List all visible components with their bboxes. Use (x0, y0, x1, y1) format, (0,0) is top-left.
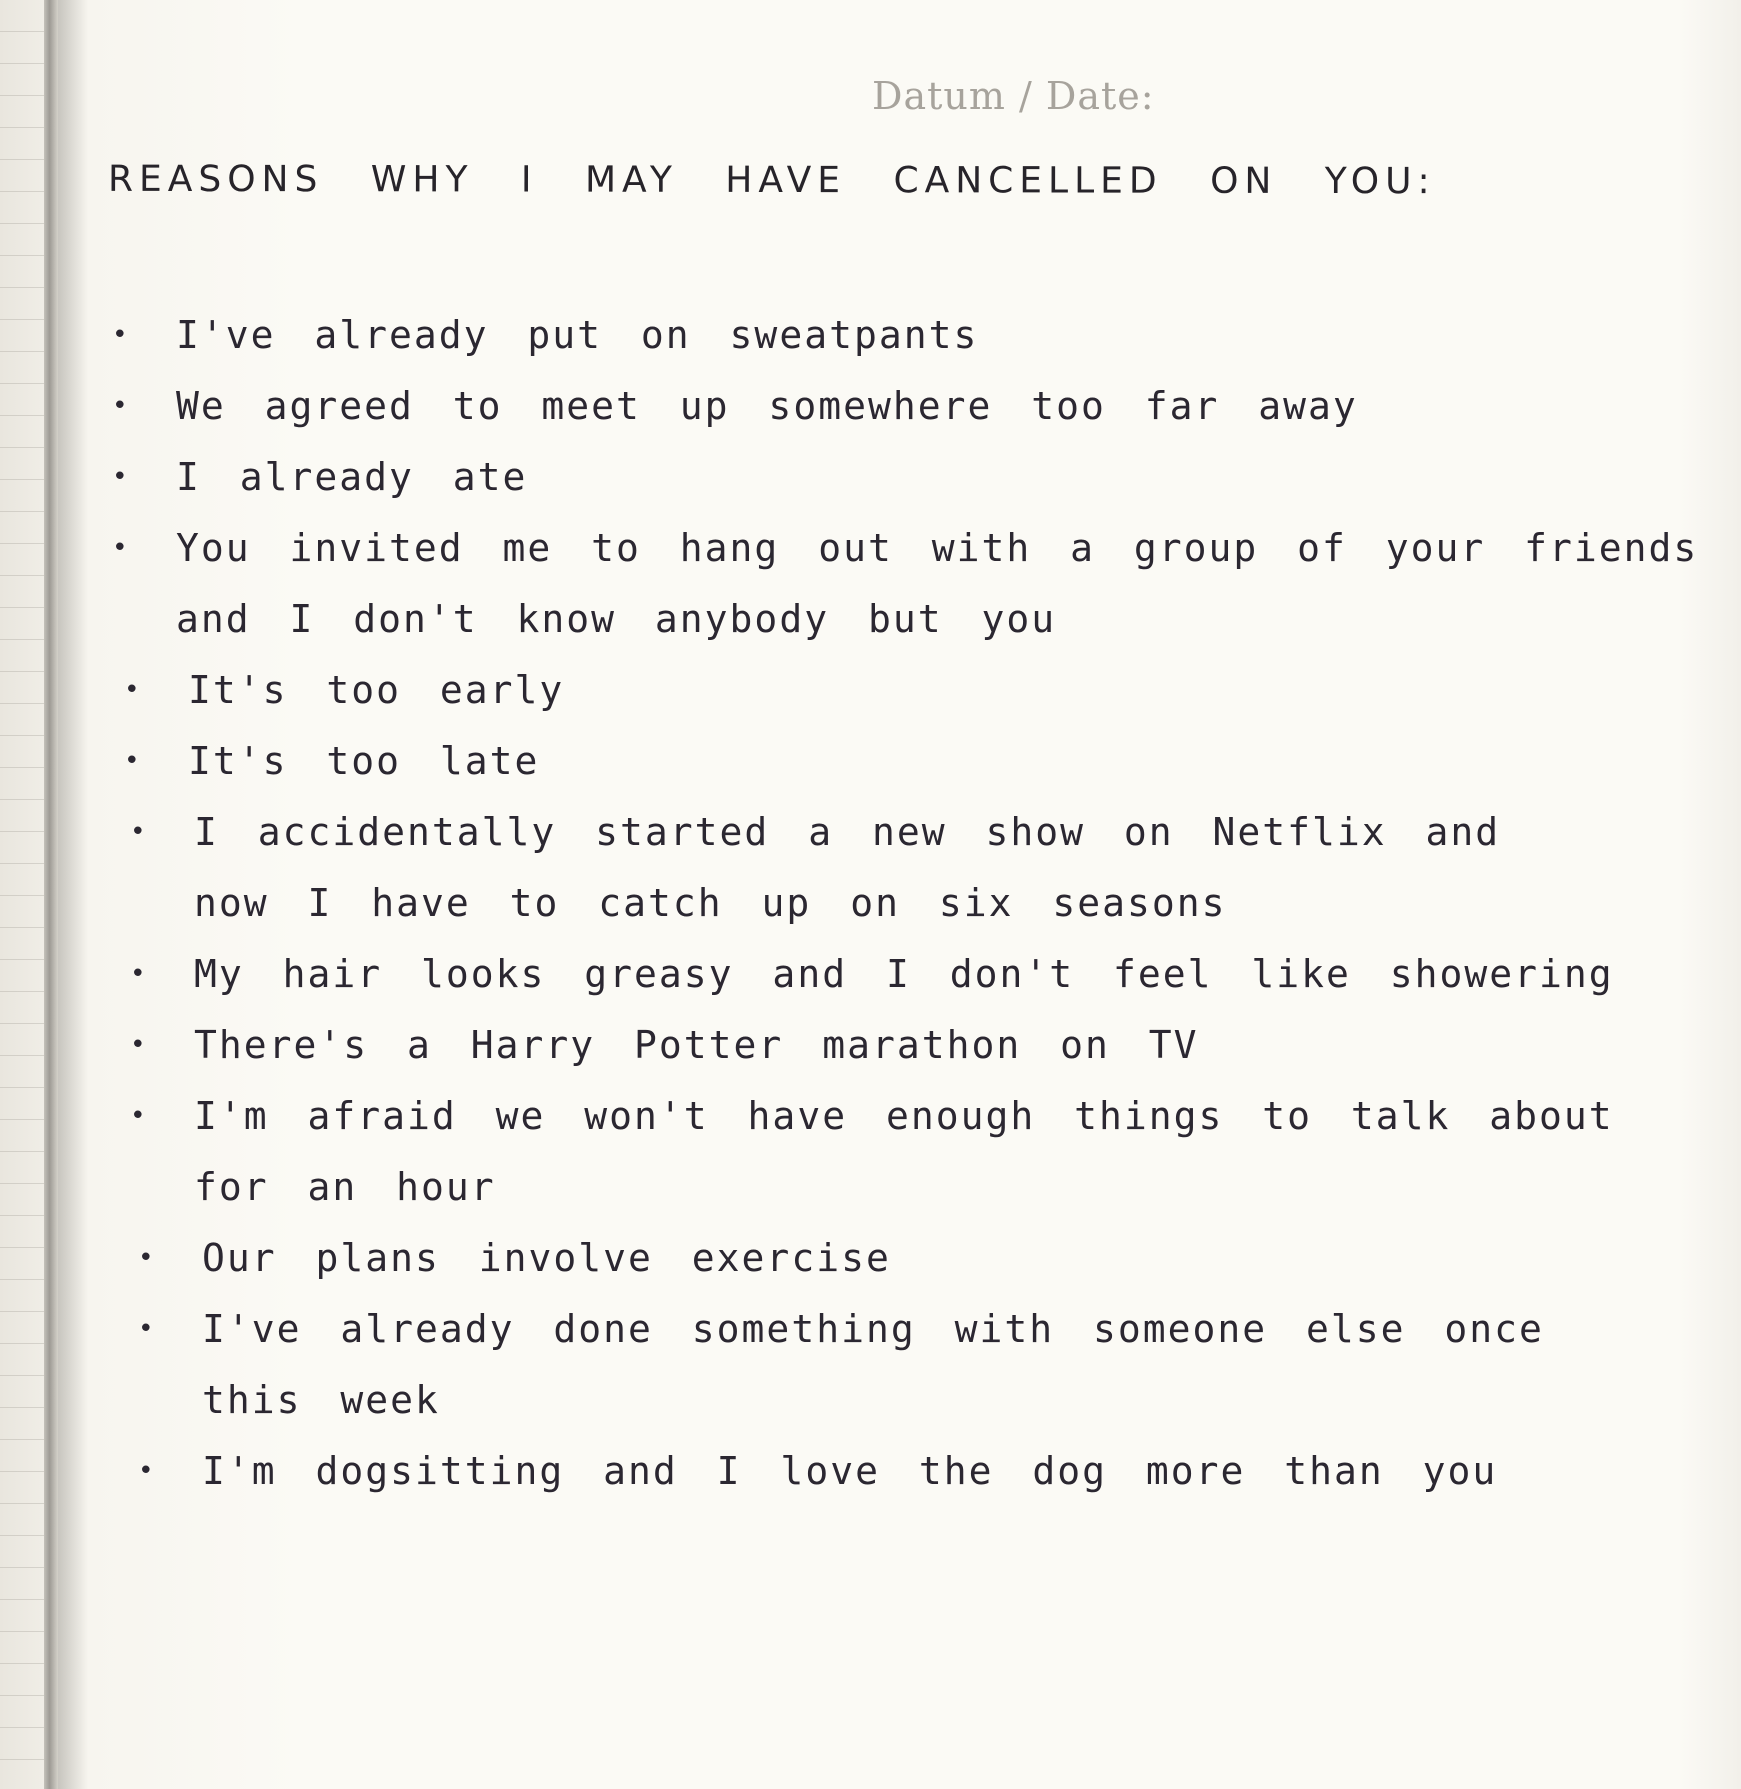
list-item (134, 1436, 1630, 1507)
list-item-text: I already ate (176, 455, 528, 499)
list-item-text: I accidentally started a new show on Netflix and (194, 810, 1501, 854)
list-item (126, 797, 1630, 939)
list-item (126, 939, 1630, 1010)
list-item-text: I'm afraid we won't have enough things to talk about (194, 1094, 1614, 1138)
bullet: • (124, 746, 142, 776)
list-item (126, 1081, 1630, 1223)
bullet: • (138, 1456, 156, 1486)
bullet: • (130, 1030, 148, 1060)
list-item-text: My hair looks greasy and I don't feel like showering (194, 952, 1614, 996)
list-item-text: It's too late (188, 739, 540, 783)
list-item-text: We agreed to meet up somewhere too far away (176, 384, 1358, 428)
notebook-binding (44, 0, 58, 1789)
list-item-text: I'm dogsitting and I love the dog more than you (202, 1449, 1498, 1493)
list-item (134, 1294, 1630, 1436)
list-item-text: It's too early (188, 668, 565, 712)
list-item-text: There's a Harry Potter marathon on TV (194, 1023, 1199, 1067)
list-item (126, 1010, 1630, 1081)
list-item-text: Our plans involve exercise (202, 1236, 891, 1280)
list-item (108, 300, 1630, 371)
list-item (120, 726, 1630, 797)
list-item-text-continued: and I don't know anybody but you (176, 597, 1057, 641)
list-item-text: I've already put on sweatpants (176, 313, 979, 357)
bullet: • (130, 1101, 148, 1131)
date-label: Datum / Date: (872, 74, 1155, 118)
list-item-text: I've already done something with someone else once (202, 1307, 1544, 1351)
bullet: • (112, 391, 130, 421)
list-item-text-continued: for an hour (194, 1165, 496, 1209)
bullet: • (130, 817, 148, 847)
list-item (108, 442, 1630, 513)
list-item (108, 513, 1699, 655)
page-edge-lines (0, 0, 44, 1789)
list-item-text-continued: now I have to catch up on six seasons (194, 881, 1227, 925)
bullet: • (112, 533, 130, 563)
list-item (134, 1223, 1630, 1294)
list-item (108, 371, 1630, 442)
page-title: REASONS WHY I MAY HAVE CANCELLED ON YOU: (107, 158, 1436, 203)
list-item-text-continued: this week (202, 1378, 440, 1422)
bullet: • (130, 959, 148, 989)
bullet: • (124, 675, 142, 705)
bullet: • (112, 462, 130, 492)
bullet: • (112, 320, 130, 350)
bullet: • (138, 1314, 156, 1344)
list-item (120, 655, 1630, 726)
list-item-text: You invited me to hang out with a group of your friends (176, 526, 1699, 570)
reasons-list (110, 300, 1699, 1507)
binding-shadow (58, 0, 88, 1789)
bullet: • (138, 1243, 156, 1273)
